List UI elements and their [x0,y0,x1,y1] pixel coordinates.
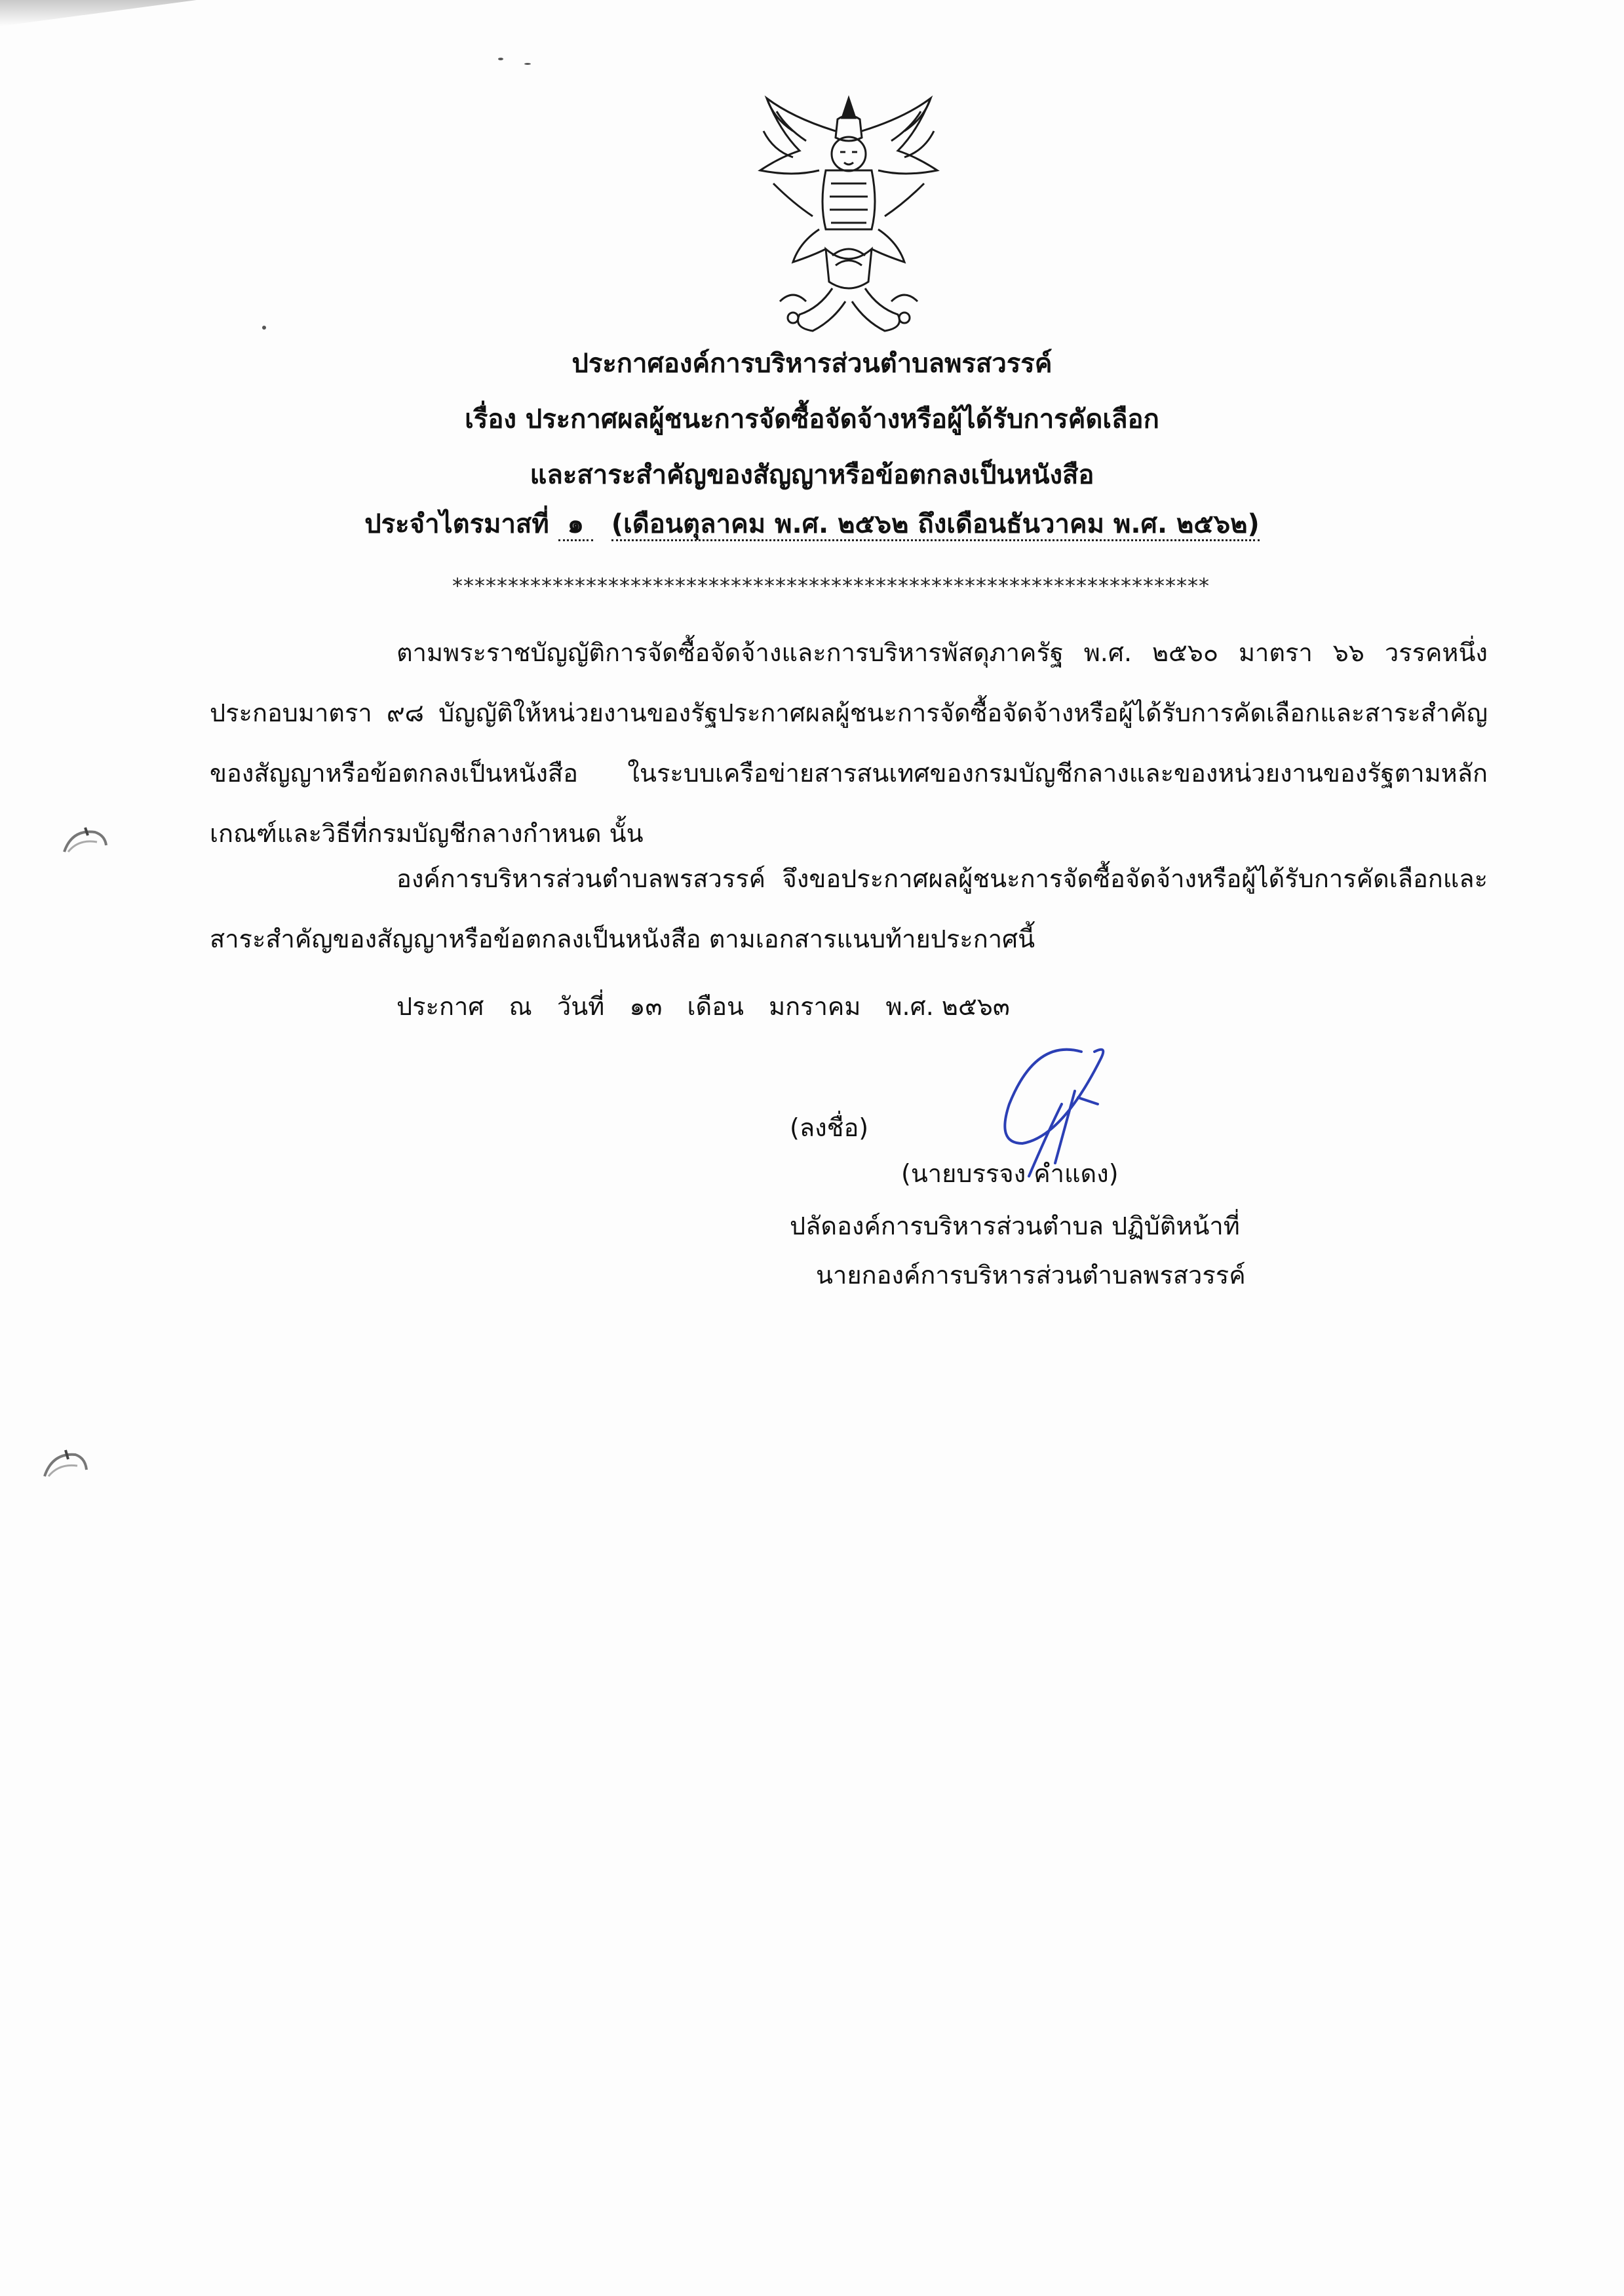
announcement-subject: เรื่อง ประกาศผลผู้ชนะการจัดซื้อจัดจ้างหรือผู้ได้รับการคัดเลือก [465,404,1159,434]
punch-hole-icon [39,1445,92,1484]
scan-shadow [0,0,197,26]
date-year: พ.ศ. ๒๕๖๓ [885,992,1010,1021]
date-at: ณ [509,992,532,1021]
scan-speck [524,63,531,65]
body-paragraph-1-text: ตามพระราชบัญญัติการจัดซื้อจัดจ้างและการบริหารพัสดุภาครัฐ พ.ศ. ๒๕๖๐ มาตรา ๖๖ วรรคหนึ่งประกอบมาตรา ๙๘ บัญญัติให้หน่วยงานของรัฐประกาศผลผู้ชนะการจัดซื้อจัดจ้างหรือผู้ได้รับการคัดเลือกและสาระสำคัญของสัญญาหรือข้อตกลงเป็นหนังสือ ในระบบเครือข่ายสารสนเทศของกรมบัญชีกลางและของหน่วยงานของรัฐตามหลักเกณฑ์และวิธีที่กรมบัญชีกลางกำหนด นั้น [210,638,1488,848]
date-month: มกราคม [769,992,861,1021]
date-label: ประกาศ [396,992,484,1021]
body-paragraph-2 [210,849,1488,969]
garuda-emblem-icon [754,92,944,341]
punch-hole-icon [59,822,111,862]
signer-position-2: นายกองค์การบริหารส่วนตำบลพรสวรรค์ [816,1261,1246,1290]
body-paragraph-2-text: องค์การบริหารส่วนตำบลพรสวรรค์ จึงขอประกาศผลผู้ชนะการจัดซื้อจัดจ้างหรือผู้ได้รับการคัดเลือกและสาระสำคัญของสัญญาหรือข้อตกลงเป็นหนังสือ ตามเอกสารแนบท้ายประกาศนี้ [210,864,1488,953]
signature-label: (ลงชื่อ) [790,1113,869,1142]
quarter-number [558,509,593,541]
quarter-period: (เดือนตุลาคม พ.ศ. ๒๕๖๒ ถึงเดือนธันวาคม พ.ศ. ๒๕๖๒) [611,509,1260,541]
body-paragraph-1 [210,622,1488,864]
announcement-date [396,986,1027,1026]
signer-position-1: ปลัดองค์การบริหารส่วนตำบล ปฏิบัติหน้าที่ [790,1212,1240,1240]
quarter-value: ๑ [567,509,584,539]
quarter-line [0,511,1624,537]
date-month-label: เดือน [687,992,744,1021]
separator-line: ******************************************************************** [452,573,1210,598]
date-day: ๑๓ [629,992,663,1021]
announcement-issuer: ประกาศองค์การบริหารส่วนตำบลพรสวรรค์ [571,349,1053,379]
scan-speck [498,58,503,60]
announcement-subject-cont: และสาระสำคัญของสัญญาหรือข้อตกลงเป็นหนังสือ [530,460,1094,490]
signer-name: (นายบรรจง คำแดง) [901,1159,1119,1188]
date-day-label: วันที่ [556,992,605,1021]
quarter-prefix: ประจำไตรมาสที่ [364,509,549,539]
scan-speck [262,326,266,330]
